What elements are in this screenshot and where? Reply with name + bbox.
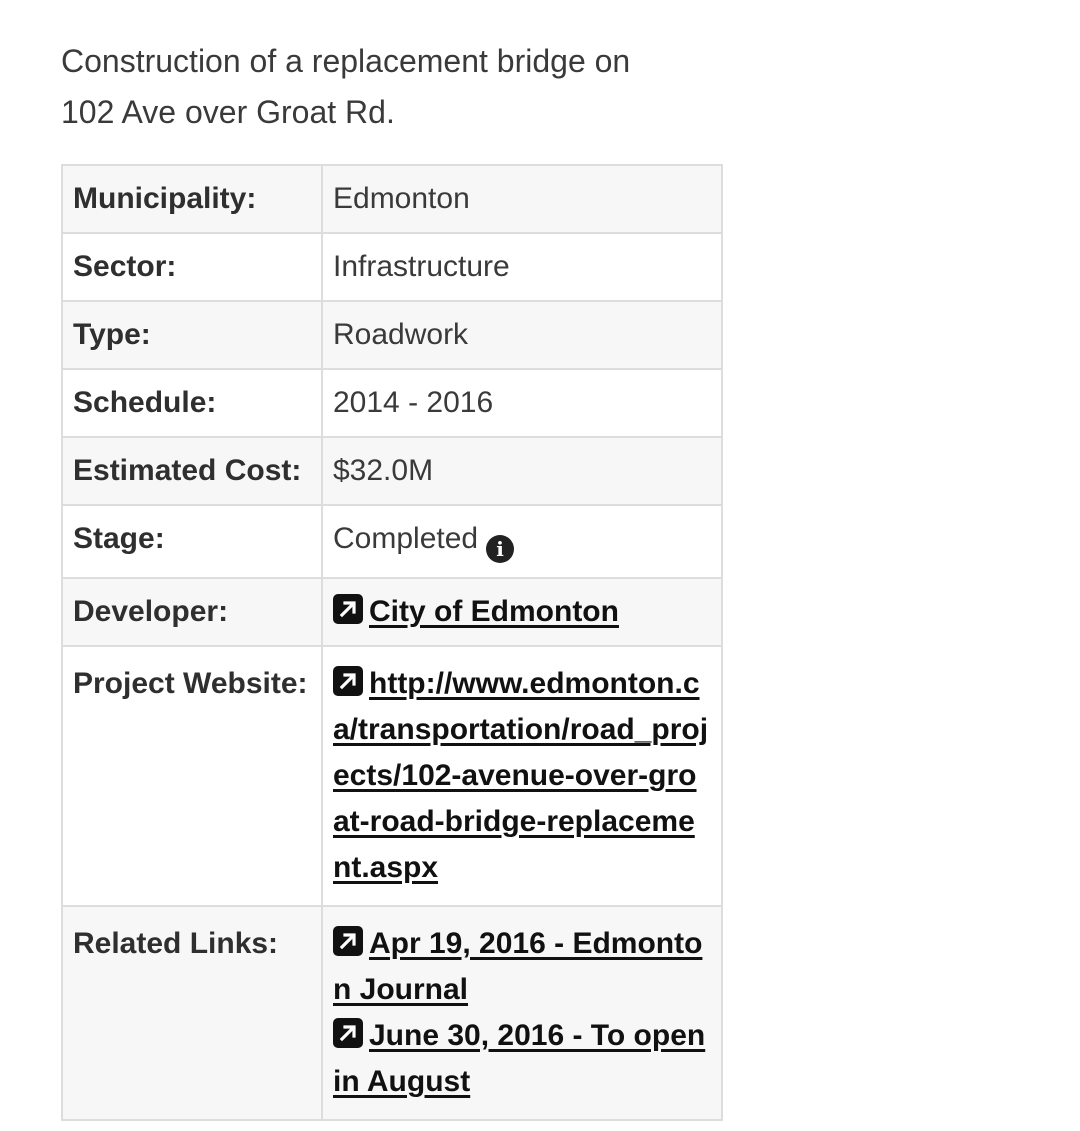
project-website-value-cell (322, 646, 722, 906)
related-links-label: Related Links: (62, 906, 322, 1120)
table-row-municipality (62, 165, 722, 233)
external-link-icon (333, 666, 363, 696)
related-link-edmonton-journal[interactable]: Apr 19, 2016 - Edmonton Journal (333, 927, 703, 1006)
table-row-stage (62, 505, 722, 578)
external-link-icon (333, 1018, 363, 1048)
related-links-value-cell (322, 906, 722, 1120)
estimated-cost-label: Estimated Cost: (62, 437, 322, 505)
external-link-icon (333, 594, 363, 624)
municipality-label: Municipality: (62, 165, 322, 233)
related-link-open-in-august[interactable]: June 30, 2016 - To open in August (333, 1019, 706, 1098)
schedule-value: 2014 - 2016 (322, 369, 722, 437)
external-link-icon (333, 926, 363, 956)
related-link-item (333, 1013, 711, 1105)
project-details-table (61, 164, 723, 1121)
table-row-sector (62, 233, 722, 301)
table-row-project-website (62, 646, 722, 906)
type-label: Type: (62, 301, 322, 369)
developer-label: Developer: (62, 578, 322, 646)
info-icon[interactable]: i (486, 535, 514, 563)
table-row-estimated-cost (62, 437, 722, 505)
stage-value-cell (322, 505, 722, 578)
table-row-type (62, 301, 722, 369)
project-website-label: Project Website: (62, 646, 322, 906)
developer-link[interactable]: City of Edmonton (369, 595, 619, 628)
table-row-schedule (62, 369, 722, 437)
sector-label: Sector: (62, 233, 322, 301)
sector-value: Infrastructure (322, 233, 722, 301)
stage-value: Completed (333, 522, 479, 555)
table-row-related-links (62, 906, 722, 1120)
type-value: Roadwork (322, 301, 722, 369)
related-link-item (333, 921, 711, 1013)
developer-value-cell (322, 578, 722, 646)
municipality-value: Edmonton (322, 165, 722, 233)
project-website-link[interactable]: http://www.edmonton.ca/transportation/road_projects/102-avenue-over-groat-road-bridge-replacement.aspx (333, 667, 709, 884)
table-row-developer (62, 578, 722, 646)
schedule-label: Schedule: (62, 369, 322, 437)
estimated-cost-value: $32.0M (322, 437, 722, 505)
project-description: Construction of a replacement bridge on 102 Ave over Groat Rd. (61, 43, 631, 130)
stage-label: Stage: (62, 505, 322, 578)
